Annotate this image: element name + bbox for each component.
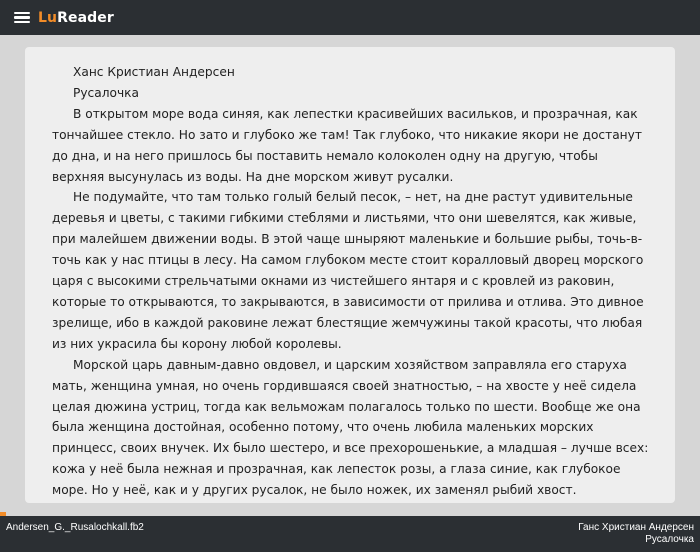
logo-text: Reader xyxy=(57,9,114,26)
book-text xyxy=(25,47,675,501)
paragraph: Не подумайте, что там только голый белый песок, – нет, на дне растут удивительные деревья и цветы, с такими гибкими стеблями и листьями, что они шевелятся, как живые, при малейшем движении воды. В этой чаще шныряют маленькие и большие рыбы, точь-в-точь как у нас птицы в лесу. На самом глубоком месте стоит коралловый дворец морского царя с высокими стрельчатыми окнами из чистейшего янтаря и с кровлей из раковин, которые то открываются, то закрываются, в зависимости от прилива и отлива. Это дивное зрелище, ибо в каждой раковине лежат блестящие жемчужины такой красоты, что любая из них украсила бы корону любой королевы. xyxy=(52,190,644,351)
paragraph: В открытом море вода синяя, как лепестки красивейших васильков, и прозрачная, как тончайшее стекло. Но зато и глубоко же там! Так глубоко, что никакие якори не достанут до дна, и на него пришлось бы поставить немало колоколен одну на другую, чтобы верхняя высунулась из воды. На дне морском живут русалки. xyxy=(52,106,642,184)
top-app-bar xyxy=(0,0,700,35)
logo-accent-text: Lu xyxy=(38,9,58,26)
book-info xyxy=(578,522,694,546)
app-logo xyxy=(38,10,114,26)
file-name: Andersen_G._Rusalochkall.fb2 xyxy=(6,522,144,533)
book-title: Русалочка xyxy=(645,534,694,545)
paragraph-title: Русалочка xyxy=(73,85,140,100)
book-author: Ганс Христиан Андерсен xyxy=(578,522,694,533)
reader-page[interactable] xyxy=(25,47,675,503)
paragraph: Морской царь давным-давно овдовел, и царским хозяйством заправляла его старуха мать, женщина умная, но очень гордившаяся своей знатностью, – на хвосте у неё сидела целая дюжина устриц, тогда как вельможам полагалось только по шести. Вообще же она была женщина достойная, особенно потому, что очень любила маленьких морских принцесс, своих внучек. Их было шестеро, и все прехорошенькие, а младшая – лучше всех: кожа у неё была нежная и прозрачная, как лепесток розы, а глаза синие, как глубокое море. Но у неё, как и у других русалок, не было ножек, их заменял рыбий хвост. xyxy=(52,357,649,498)
status-bar xyxy=(0,516,700,552)
paragraph-author: Ханс Кристиан Андерсен xyxy=(73,65,235,79)
menu-icon[interactable] xyxy=(14,12,30,24)
